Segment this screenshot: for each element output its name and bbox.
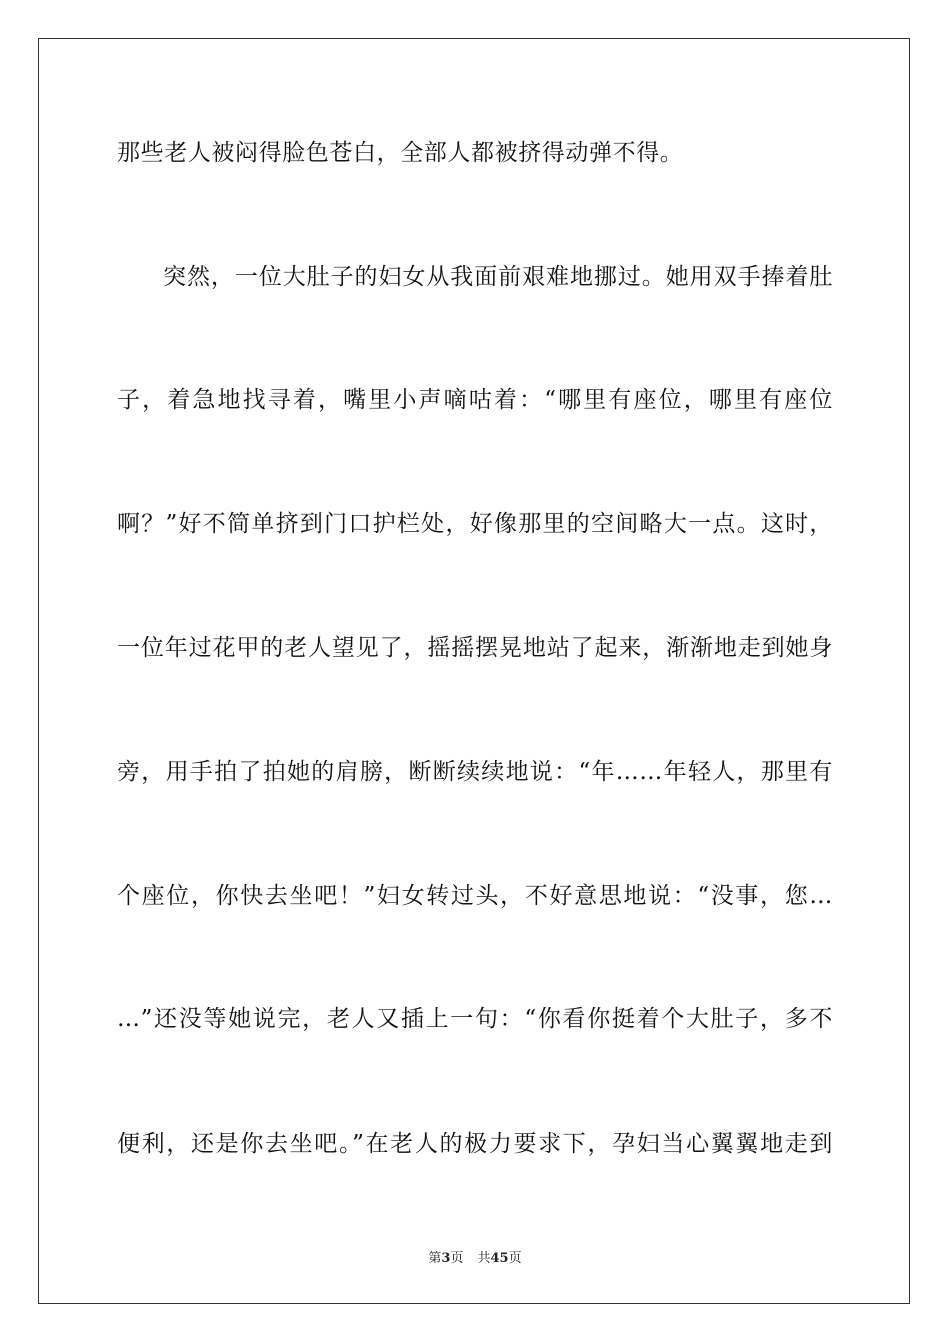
text-line-4: 啊？”好不简单挤到门口护栏处，好像那里的空间略大一点。这时， bbox=[117, 511, 833, 537]
text-line-9: 便利，还是你去坐吧。”在老人的极力要求下，孕妇当心翼翼地走到 bbox=[117, 1131, 833, 1157]
text-line-2: 突然，一位大肚子的妇女从我面前艰难地挪过。她用双手捧着肚 bbox=[163, 264, 833, 290]
page-border bbox=[38, 38, 910, 1304]
text-line-7: 个座位，你快去坐吧！”妇女转过头，不好意思地说：“没事，您… bbox=[117, 883, 833, 909]
footer-page-suffix: 页 bbox=[450, 1251, 464, 1266]
text-line-6: 旁，用手拍了拍她的肩膀，断断续续地说：“年……年轻人，那里有 bbox=[117, 759, 833, 785]
page-footer bbox=[0, 1247, 950, 1266]
footer-total-prefix: 共 bbox=[477, 1251, 491, 1266]
text-line-3: 子，着急地找寻着，嘴里小声嘀咕着：“哪里有座位，哪里有座位 bbox=[117, 387, 833, 413]
text-line-5: 一位年过花甲的老人望见了，摇摇摆晃地站了起来，渐渐地走到她身 bbox=[117, 635, 833, 661]
text-line-1: 那些老人被闷得脸色苍白，全部人都被挤得动弹不得。 bbox=[117, 140, 684, 166]
footer-page-prefix: 第 bbox=[428, 1251, 442, 1266]
footer-total-suffix: 页 bbox=[508, 1251, 522, 1266]
text-line-8: …”还没等她说完，老人又插上一句：“你看你挺着个大肚子，多不 bbox=[117, 1006, 833, 1032]
footer-page-number: 3 bbox=[441, 1251, 451, 1266]
footer-total-pages: 45 bbox=[490, 1251, 509, 1266]
